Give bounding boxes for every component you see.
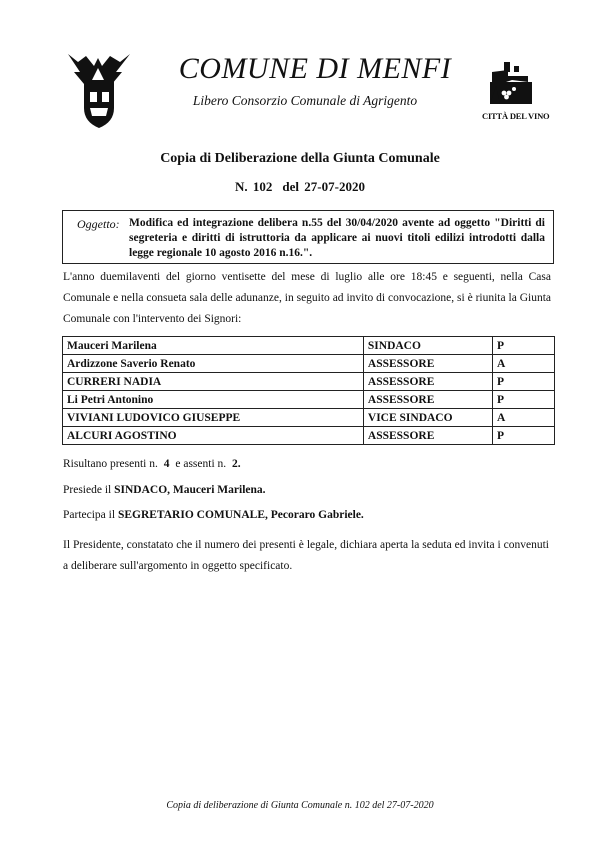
presiede-role: SINDACO, [114, 484, 171, 496]
presiede-prefix: Presiede il [63, 484, 112, 496]
presiede-line [63, 484, 266, 496]
member-status: P [492, 373, 554, 391]
partecipa-role: SEGRETARIO COMUNALE, [117, 509, 268, 521]
member-name: CURRERI NADIA [63, 373, 364, 391]
member-name: ALCURI AGOSTINO [63, 427, 364, 445]
table-row [63, 373, 555, 391]
member-role: ASSESSORE [363, 373, 492, 391]
deliberation-number-line [0, 179, 600, 195]
deliberation-number: N. 102 [235, 179, 273, 194]
presiede-name: Mauceri Marilena. [172, 484, 266, 496]
intro-paragraph: L'anno duemilaventi del giorno ventisette del mese di luglio alle ore 18:45 e seguenti, nella Casa Comunale e nella consueta sala delle adunanze, in seguito ad invito di convocazione, si è riunita la Giunta Comunale con l'intervento dei Signori: [63, 271, 551, 325]
table-row [63, 355, 555, 373]
attendance-middle: e assenti n. [175, 458, 227, 470]
table-row [63, 391, 555, 409]
member-role: ASSESSORE [363, 427, 492, 445]
member-status: P [492, 337, 554, 355]
member-role: ASSESSORE [363, 391, 492, 409]
member-role: SINDACO [363, 337, 492, 355]
attendance-line [63, 458, 244, 470]
table-row [63, 337, 555, 355]
menfi-coat-of-arms-logo [64, 50, 134, 130]
deliberation-title: Copia di Deliberazione della Giunta Comunale [160, 151, 440, 166]
member-name: Mauceri Marilena [63, 337, 364, 355]
member-status: A [492, 355, 554, 373]
absent-count: 2. [232, 458, 241, 470]
page-footer: Copia di deliberazione di Giunta Comunale n. 102 del 27-07-2020 [166, 800, 434, 811]
partecipa-line [63, 509, 364, 521]
member-status: P [492, 391, 554, 409]
present-count: 4 [163, 458, 170, 470]
member-role: VICE SINDACO [363, 409, 492, 427]
members-table [62, 336, 555, 445]
oggetto-box [62, 210, 554, 264]
partecipa-prefix: Partecipa il [63, 509, 116, 521]
municipality-subtitle: Libero Consorzio Comunale di Agrigento [192, 93, 418, 108]
partecipa-name: Pecoraro Gabriele. [270, 509, 364, 521]
member-name: Ardizzone Saverio Renato [63, 355, 364, 373]
member-role: ASSESSORE [363, 355, 492, 373]
attendance-prefix: Risultano presenti n. [63, 458, 158, 470]
citta-del-vino-label: CITTÀ DEL VINO [482, 111, 550, 121]
member-status: P [492, 427, 554, 445]
oggetto-label: Oggetto: [77, 217, 120, 231]
member-name: VIVIANI LUDOVICO GIUSEPPE [63, 409, 364, 427]
presidente-paragraph: Il Presidente, constatato che il numero dei presenti è legale, dichiara aperta la seduta ed invita i convenuti a deliberare sull'argomento in oggetto specificato. [63, 539, 549, 572]
member-status: A [492, 409, 554, 427]
municipality-title: COMUNE DI MENFI [178, 52, 452, 85]
table-row [63, 409, 555, 427]
table-row [63, 427, 555, 445]
deliberation-date: del 27-07-2020 [282, 179, 365, 194]
oggetto-text: Modifica ed integrazione delibera n.55 del 30/04/2020 avente ad oggetto "Diritti di segreteria e diritti di istruttoria da applicare ai nuovi titoli edilizi introdotti dalla legge regionale 10 agosto 2016 n.16.". [129, 217, 545, 259]
member-name: Li Petri Antonino [63, 391, 364, 409]
